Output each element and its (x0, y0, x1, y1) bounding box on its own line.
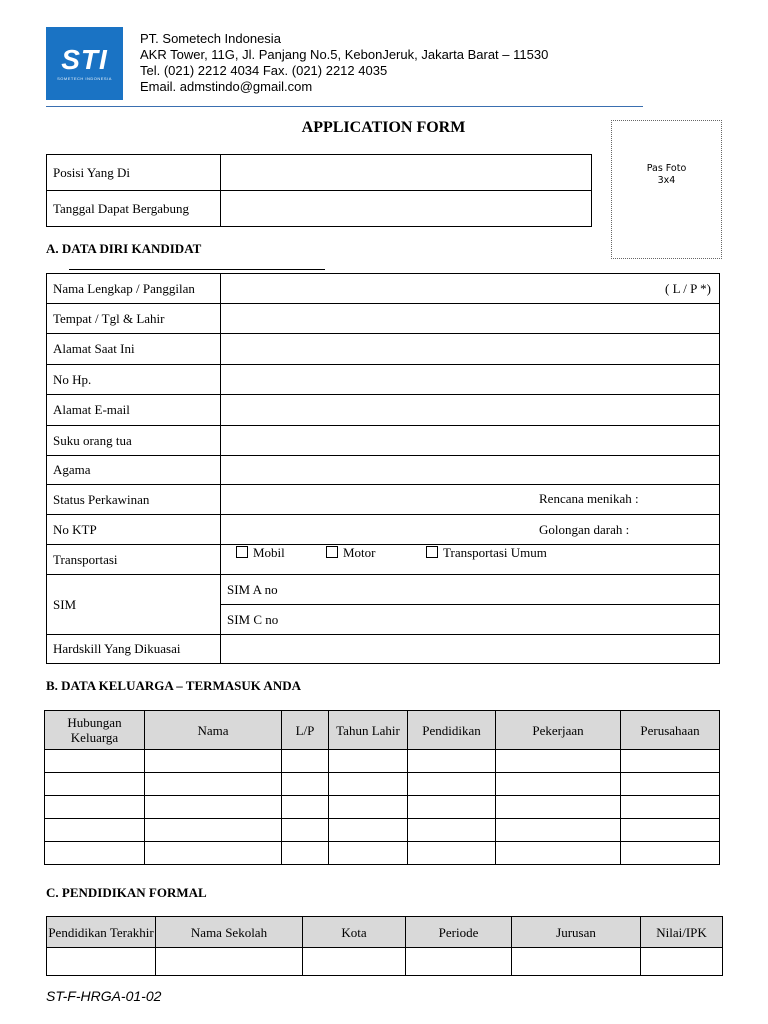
checkbox-icon[interactable] (426, 546, 438, 558)
position-table (46, 154, 592, 227)
table-row (45, 842, 720, 865)
gender-hint: ( L / P *) (665, 280, 711, 296)
header-divider (46, 106, 643, 107)
table-row (45, 750, 720, 773)
transport-option-car[interactable]: Mobil (236, 545, 285, 561)
table-row (45, 819, 720, 842)
hardskill-label: Hardskill Yang Dikuasai (47, 635, 221, 664)
personal-data-table (46, 273, 720, 664)
marriage-plan-label: Rencana menikah : (539, 491, 639, 506)
ethnicity-label: Suku orang tua (47, 426, 221, 456)
company-logo (46, 27, 123, 100)
section-a-underline (69, 269, 325, 270)
transport-option-motorbike[interactable]: Motor (326, 545, 376, 561)
religion-label: Agama (47, 456, 221, 485)
ethnicity-field[interactable] (221, 426, 720, 456)
ktp-field[interactable] (221, 515, 720, 545)
marital-status-label: Status Perkawinan (47, 485, 221, 515)
marital-status-field[interactable] (221, 485, 720, 515)
edu-header-city: Kota (303, 917, 406, 948)
form-title: APPLICATION FORM (301, 119, 466, 136)
sim-c-field[interactable]: SIM C no (221, 605, 720, 635)
table-row (47, 948, 723, 976)
phone-field[interactable] (221, 365, 720, 395)
position-field[interactable] (221, 155, 592, 191)
company-name: PT. Sometech Indonesia (140, 31, 281, 46)
transport-label: Transportasi (47, 545, 221, 575)
hardskill-field[interactable] (221, 635, 720, 664)
religion-field[interactable] (221, 456, 720, 485)
transport-option-public[interactable]: Transportasi Umum (426, 545, 547, 561)
family-header-education: Pendidikan (408, 711, 496, 750)
checkbox-icon[interactable] (236, 546, 248, 558)
company-info (140, 31, 548, 95)
full-name-label: Nama Lengkap / Panggilan (47, 274, 221, 304)
position-label: Posisi Yang Di (47, 155, 221, 191)
edu-header-school: Nama Sekolah (156, 917, 303, 948)
family-table (44, 710, 720, 865)
email-field[interactable] (221, 395, 720, 426)
address-label: Alamat Saat Ini (47, 334, 221, 365)
edu-header-level: Pendidikan Terakhir (47, 917, 156, 948)
company-email: Email. admstindo@gmail.com (140, 79, 313, 94)
logo-subtext: SOMETECH INDONESIA (57, 76, 112, 81)
section-b-title: B. DATA KELUARGA – TERMASUK ANDA (46, 678, 301, 693)
transport-field (221, 545, 720, 575)
table-row (45, 773, 720, 796)
form-code: ST-F-HRGA-01-02 (46, 988, 162, 1004)
join-date-label: Tanggal Dapat Bergabung (47, 191, 221, 227)
photo-label: Pas Foto (646, 163, 687, 174)
sim-label: SIM (47, 575, 221, 635)
birth-label: Tempat / Tgl & Lahir (47, 304, 221, 334)
photo-box[interactable] (611, 120, 722, 259)
edu-header-gpa: Nilai/IPK (641, 917, 723, 948)
join-date-field[interactable] (221, 191, 592, 227)
blood-type-label: Golongan darah : (539, 522, 630, 537)
section-c-title: C. PENDIDIKAN FORMAL (46, 885, 207, 900)
education-table (46, 916, 723, 976)
company-phone: Tel. (021) 2212 4034 Fax. (021) 2212 4035 (140, 63, 388, 78)
edu-header-major: Jurusan (512, 917, 641, 948)
family-header-gender: L/P (282, 711, 329, 750)
email-label: Alamat E-mail (47, 395, 221, 426)
checkbox-icon[interactable] (326, 546, 338, 558)
logo-text: STI (61, 44, 108, 75)
photo-size: 3x4 (657, 175, 676, 186)
ktp-label: No KTP (47, 515, 221, 545)
full-name-field[interactable] (221, 274, 720, 304)
family-header-job: Pekerjaan (496, 711, 621, 750)
sim-a-field[interactable]: SIM A no (221, 575, 720, 605)
company-address: AKR Tower, 11G, Jl. Panjang No.5, KebonJeruk, Jakarta Barat – 11530 (140, 47, 549, 62)
birth-field[interactable] (221, 304, 720, 334)
section-a-title: A. DATA DIRI KANDIDAT (46, 241, 202, 256)
edu-header-period: Periode (406, 917, 512, 948)
phone-label: No Hp. (47, 365, 221, 395)
family-header-relation: Hubungan Keluarga (45, 711, 145, 750)
family-header-birth-year: Tahun Lahir (329, 711, 408, 750)
family-header-name: Nama (145, 711, 282, 750)
address-field[interactable] (221, 334, 720, 365)
family-header-company: Perusahaan (621, 711, 720, 750)
table-row (45, 796, 720, 819)
